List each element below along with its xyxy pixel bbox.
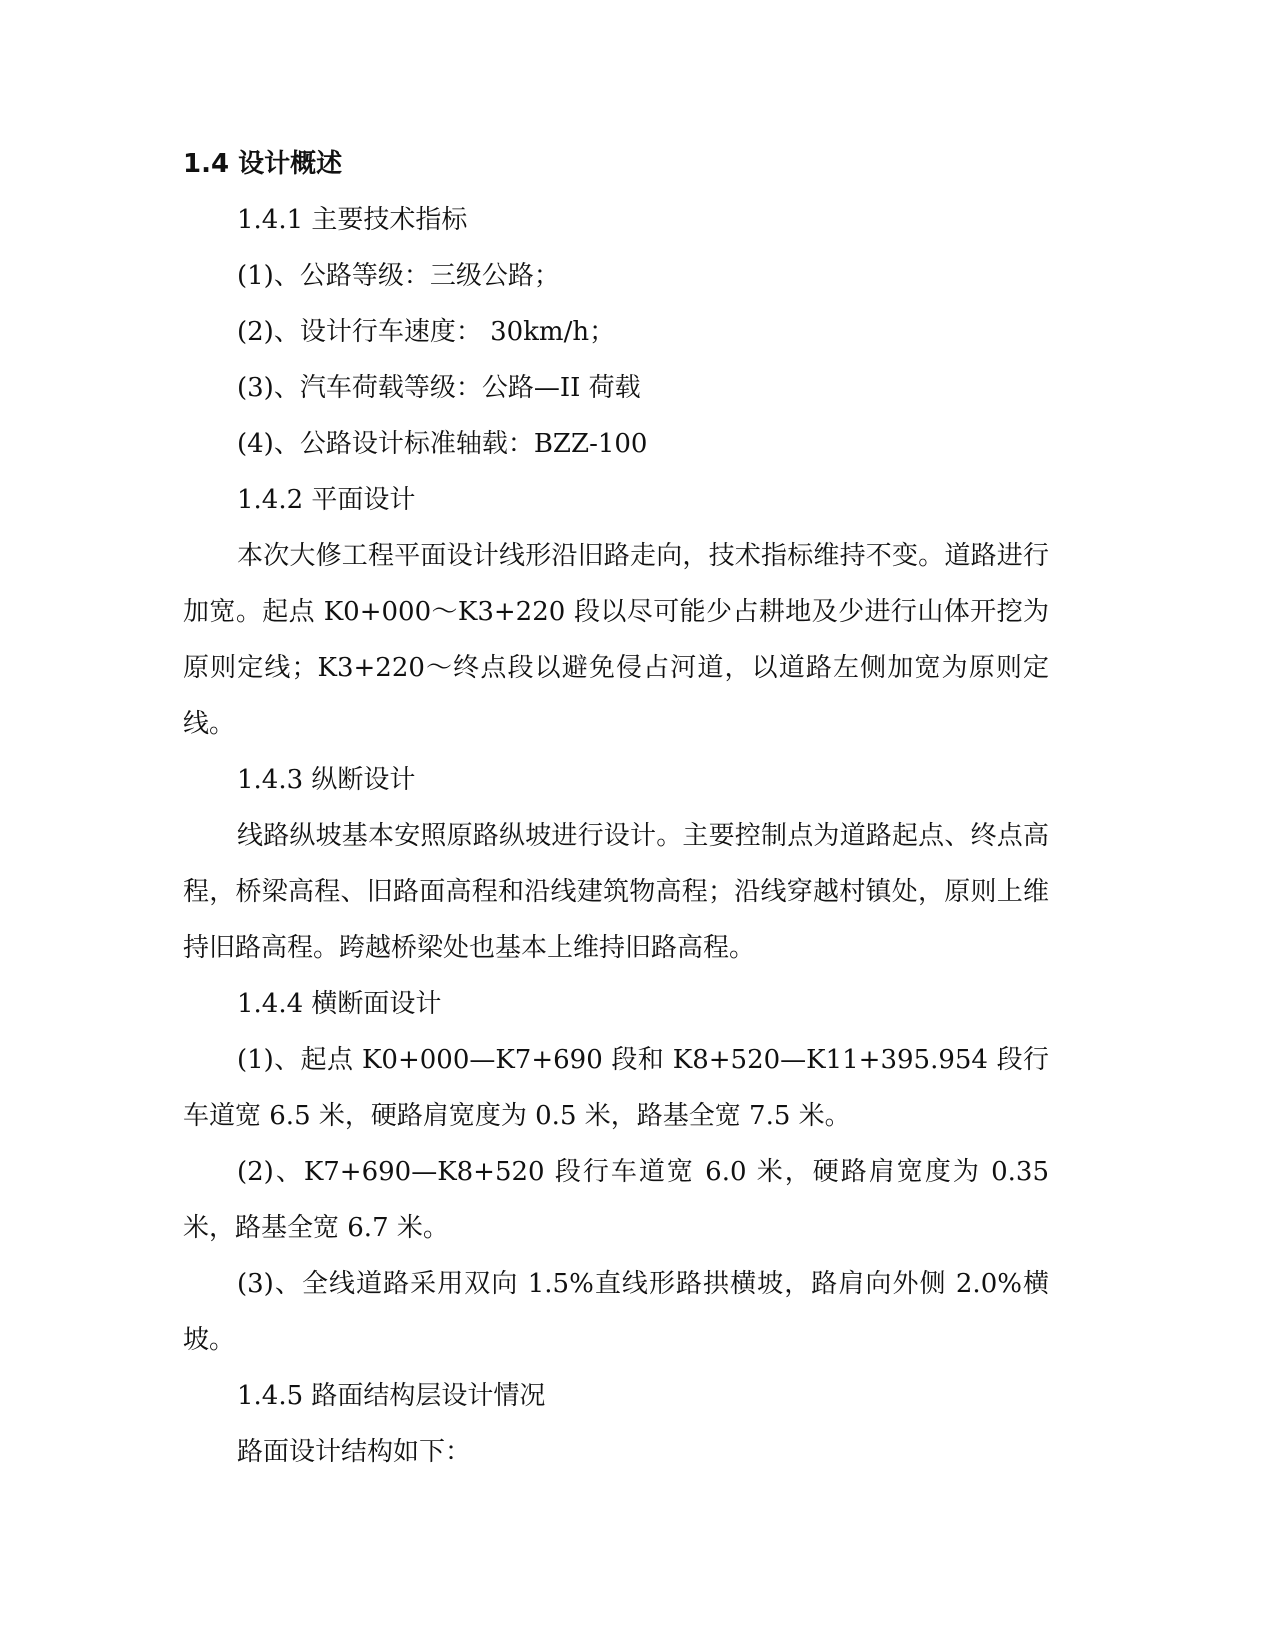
tech-index-item: (1)、公路等级：三级公路； <box>237 261 560 291</box>
pavement-structure-intro: 路面设计结构如下： <box>237 1437 472 1467</box>
subsection-title-1-4-1: 1.4.1 主要技术指标 <box>237 205 468 235</box>
cross-section-item: (3)、全线道路采用双向 1.5%直线形路拱横坡，路肩向外侧 2.0%横坡。 <box>183 1269 1049 1355</box>
plan-design-paragraph: 本次大修工程平面设计线形沿旧路走向，技术指标维持不变。道路进行加宽。起点 K0+000～K3+220 段以尽可能少占耕地及少进行山体开挖为原则定线；K3+220～终点段以避免侵占河道，以道路左侧加宽为原则定线。 <box>183 541 1049 739</box>
subsection-title-1-4-3: 1.4.3 纵断设计 <box>237 765 416 795</box>
cross-section-item: (2)、K7+690—K8+520 段行车道宽 6.0 米，硬路肩宽度为 0.35 米，路基全宽 6.7 米。 <box>183 1157 1049 1243</box>
subsection-title-1-4-5: 1.4.5 路面结构层设计情况 <box>237 1381 546 1411</box>
profile-design-paragraph: 线路纵坡基本安照原路纵坡进行设计。主要控制点为道路起点、终点高程，桥梁高程、旧路面高程和沿线建筑物高程；沿线穿越村镇处，原则上维持旧路高程。跨越桥梁处也基本上维持旧路高程。 <box>183 821 1049 963</box>
tech-index-item: (4)、公路设计标准轴载：BZZ-100 <box>237 429 648 459</box>
tech-index-item: (2)、设计行车速度： 30km/h； <box>237 317 616 347</box>
document-content <box>183 136 1083 1480</box>
subsection-title-1-4-4: 1.4.4 横断面设计 <box>237 989 442 1019</box>
subsection-title-1-4-2: 1.4.2 平面设计 <box>237 485 416 515</box>
section-heading: 1.4 设计概述 <box>183 149 343 179</box>
tech-index-item: (3)、汽车荷载等级：公路—II 荷载 <box>237 373 641 403</box>
cross-section-item: (1)、起点 K0+000—K7+690 段和 K8+520—K11+395.954 段行车道宽 6.5 米，硬路肩宽度为 0.5 米，路基全宽 7.5 米。 <box>183 1045 1049 1131</box>
